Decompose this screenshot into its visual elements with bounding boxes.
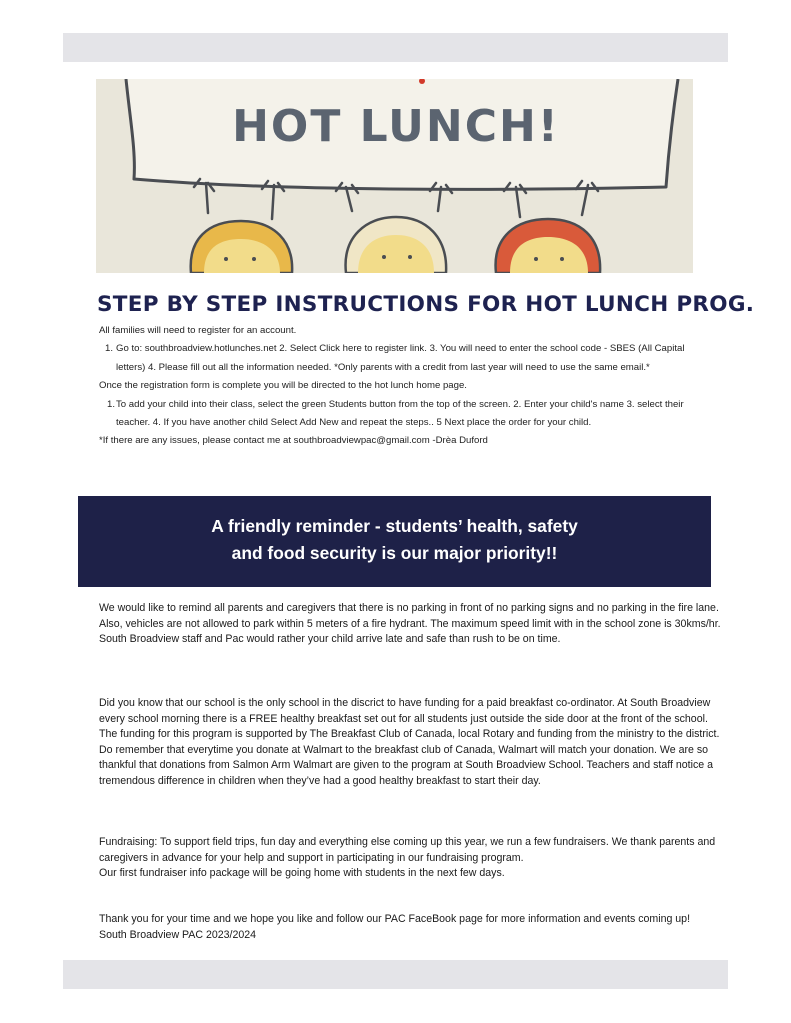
add-child-step [99, 396, 699, 433]
step-text: To add your child into their class, select the green Students button from the top of the screen. 2. Enter your child's name 3. select their teacher. 4. If you have another child Select Add New and repeat the steps.. 5 Next place the order for your child. [116, 398, 684, 429]
instructions-heading: STEP BY STEP INSTRUCTIONS FOR HOT LUNCH PROG. [97, 292, 755, 317]
reminder-line-2: and food security is our major priority!! [231, 543, 558, 563]
step-number: 1. [105, 343, 114, 355]
step-number: 1. [107, 398, 116, 410]
step-text: Go to: southbroadview.hotlunches.net 2. Select Click here to register link. 3. You will need to enter the school code - SBES (All Capital letters) 4. Please fill out all the information needed. *Only parents with a credit from last year will need to use the same email.* [116, 343, 685, 373]
reminder-line-1: A friendly reminder - students’ health, safety [211, 516, 578, 536]
thanks-paragraph: Thank you for your time and we hope you like and follow our PAC FaceBook page for more information and events coming up! [99, 913, 691, 925]
registration-instructions [99, 322, 699, 451]
breakfast-paragraph: Did you know that our school is the only school in the discrict to have funding for a paid breakfast co-ordinator. At South Broadview every school morning there is a FREE healthy breakfast set out for all students just outside the side door at the front of the school. The funding for this program is supported by The Breakfast Club of Canada, local Rotary and funding from the ministry to the district. Do remember that everytime you donate at Walmart to the breakfast club of Canada, Walmart will match your donation. We are so thankful that donations from Salmon Arm Walmart are given to the program at South Broadview School. Teachers and staff notice a tremendous difference in children when they’ve had a good healthy breakfast to start their day. [99, 697, 720, 787]
hero-text: HOT LUNCH! [232, 101, 560, 152]
signature: South Broadview PAC 2023/2024 [99, 928, 257, 941]
fundraising-section [99, 835, 724, 882]
bottom-band [63, 960, 728, 989]
instructions-after-registration: Once the registration form is complete you will be directed to the hot lunch home page. [99, 380, 467, 392]
reminder-banner [78, 496, 711, 587]
hot-lunch-illustration [96, 79, 693, 273]
registration-step [99, 340, 699, 377]
contact-note: *If there are any issues, please contact me at southbroadviewpac@gmail.com -Drèa Duford [99, 435, 488, 447]
instructions-intro: All families will need to register for an account. [99, 325, 297, 336]
closing-section [99, 912, 724, 943]
parking-paragraph: We would like to remind all parents and caregivers that there is no parking in front of no parking signs and no parking in the fire lane. Also, vehicles are not allowed to park within 5 meters of a fire hydrant. The maximum speed limit with in the school zone is 30kms/hr. South Broadview staff and Pac would rather your child arrive late and safe than rush to be on time. [99, 602, 721, 646]
top-band [63, 33, 728, 62]
fundraising-paragraph: Fundraising: To support field trips, fun day and everything else coming up this year, we run a few fundraisers. We thank parents and caregivers in advance for your help and support in participating in our fundraising program. [99, 836, 716, 864]
fundraiser-info-line: Our first fundraiser info package will be going home with students in the next few days. [99, 867, 505, 880]
hot-lunch-drawing [96, 79, 693, 273]
